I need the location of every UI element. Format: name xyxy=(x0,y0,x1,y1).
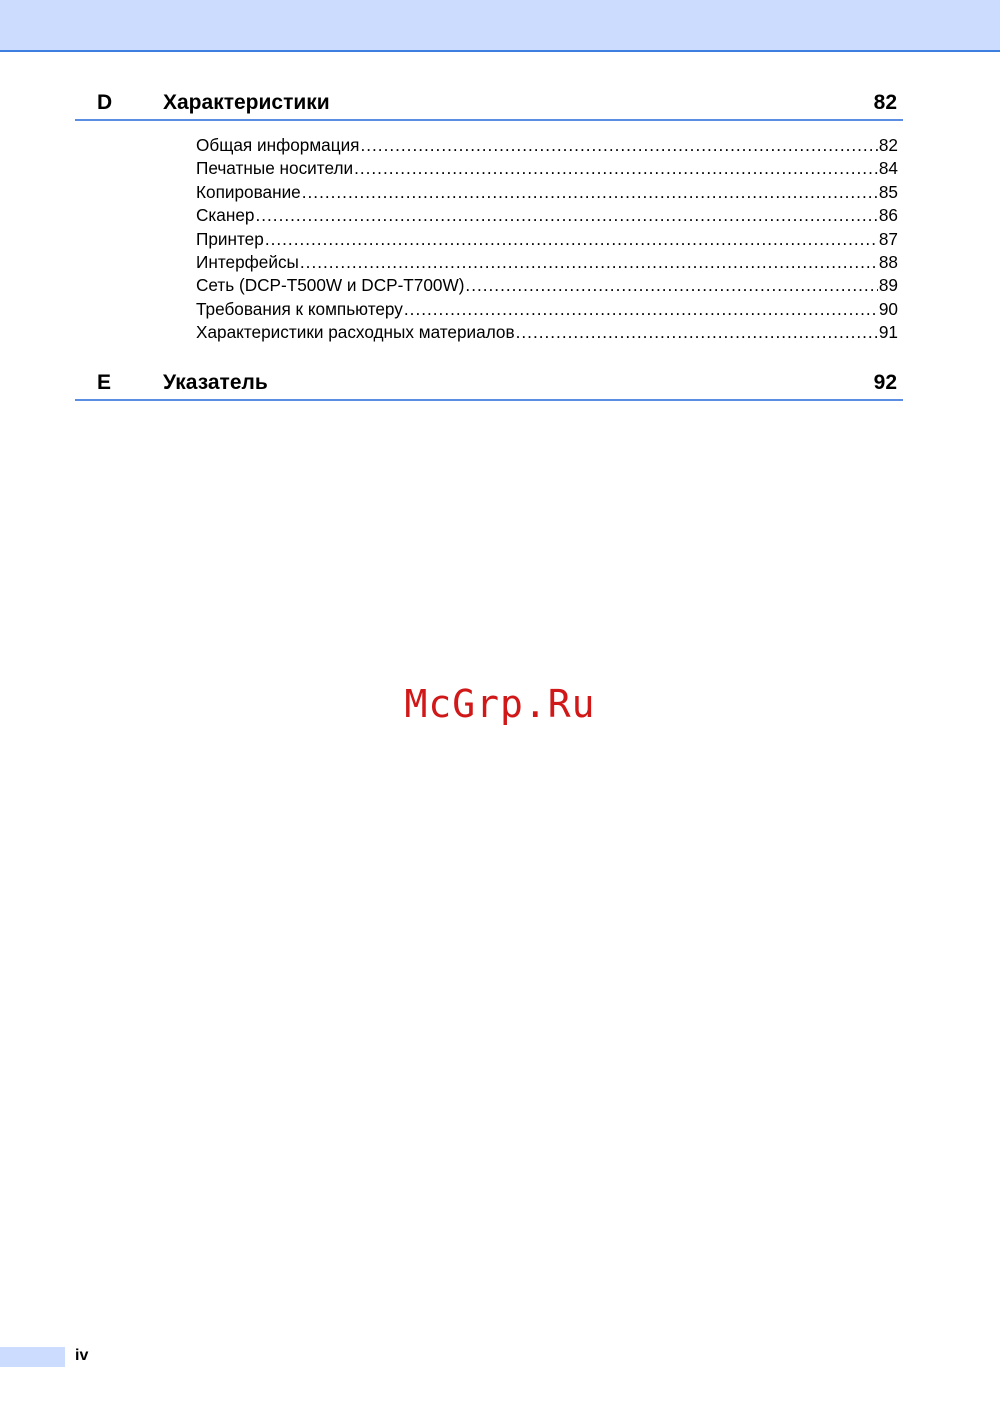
header-band xyxy=(0,0,1000,52)
toc-item-label: Сеть (DCP-T500W и DCP-T700W) xyxy=(196,275,465,296)
toc-item-page: 84 xyxy=(878,158,898,179)
toc-item-label: Характеристики расходных материалов xyxy=(196,322,515,343)
toc-item[interactable] xyxy=(196,251,898,274)
toc-item-label: Сканер xyxy=(196,205,255,226)
toc-item[interactable] xyxy=(196,204,898,227)
toc-item-page: 91 xyxy=(878,322,898,343)
toc-item[interactable] xyxy=(196,298,898,321)
toc-item[interactable] xyxy=(196,228,898,251)
toc-item-label: Печатные носители xyxy=(196,158,354,179)
toc-item[interactable] xyxy=(196,181,898,204)
toc-list xyxy=(196,134,898,345)
footer-band xyxy=(0,1347,65,1367)
toc-item-label: Требования к компьютеру xyxy=(196,298,403,319)
toc-leader-dots xyxy=(516,321,878,344)
section-title: Характеристики xyxy=(163,91,330,114)
toc-item-page: 87 xyxy=(878,228,898,249)
toc-leader-dots xyxy=(302,181,878,204)
toc-item-label: Интерфейсы xyxy=(196,251,299,272)
toc-leader-dots xyxy=(465,274,877,297)
toc-item[interactable] xyxy=(196,321,898,344)
section-letter: D xyxy=(97,91,113,114)
section-heading-e[interactable] xyxy=(75,371,903,401)
toc-item-label: Копирование xyxy=(196,181,301,202)
toc-leader-dots xyxy=(404,298,878,321)
footer-page-number: iv xyxy=(75,1347,89,1364)
section-title: Указатель xyxy=(163,371,268,394)
toc-item[interactable] xyxy=(196,157,898,180)
section-heading-d[interactable] xyxy=(75,91,903,121)
toc-item-page: 86 xyxy=(878,205,898,226)
toc-item-page: 90 xyxy=(878,298,898,319)
watermark: McGrp.Ru xyxy=(404,682,596,726)
toc-leader-dots xyxy=(354,157,878,180)
toc-item[interactable] xyxy=(196,134,898,157)
toc-item-label: Общая информация xyxy=(196,135,360,155)
toc-item-page: 88 xyxy=(878,251,898,272)
toc-item-page: 89 xyxy=(878,275,898,296)
toc-leader-dots xyxy=(360,134,877,157)
toc-leader-dots xyxy=(300,251,878,274)
toc-item-label: Принтер xyxy=(196,228,264,249)
section-letter: E xyxy=(97,371,112,394)
section-page-number: 92 xyxy=(873,371,897,394)
toc-item[interactable] xyxy=(196,274,898,297)
toc-item-page: 82 xyxy=(878,135,898,155)
section-page-number: 82 xyxy=(873,91,897,114)
toc-leader-dots xyxy=(265,228,878,251)
toc-leader-dots xyxy=(255,204,877,227)
toc-item-page: 85 xyxy=(878,181,898,202)
